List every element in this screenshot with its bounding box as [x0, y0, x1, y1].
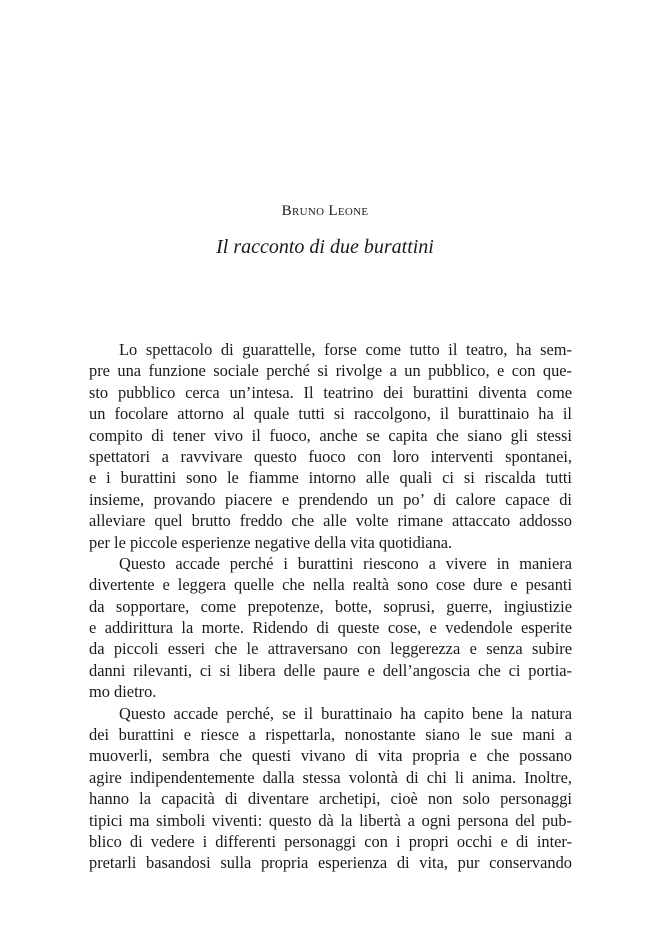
text-line: per le piccole esperienze negative della vita quotidiana. [89, 532, 453, 552]
text-line: hanno la capacità di diventare archetipi, cioè non solo personaggi [89, 789, 572, 809]
text-line: dei burattini e riesce a rispettarla, nonostante siano le sue mani a [89, 725, 572, 745]
text-line: mo dietro. [89, 682, 157, 702]
text-line: divertente e leggera quelle che nella realtà sono cose dure e pesanti [89, 575, 572, 595]
text-line: danni rilevanti, ci si libera delle paure e dell’angoscia che ci portia- [89, 660, 572, 680]
text-line: spettatori a ravvivare questo fuoco con loro interventi spontanei, [89, 446, 572, 466]
text-line: muoverli, sembra che questi vivano di vita propria e che possano [89, 746, 572, 766]
text-line: pretarli basandosi sulla propria esperienza di vita, pur conservando [89, 853, 572, 873]
paragraph [89, 339, 572, 553]
text-line: sto pubblico cerca un’intesa. Il teatrino dei burattini diventa come [89, 382, 572, 402]
text-line: Questo accade perché, se il burattinaio ha capito bene la natura [119, 703, 572, 723]
text-line: agire indipendentemente dalla stessa volontà di chi li anima. Inoltre, [89, 767, 572, 787]
text-line: e addirittura la morte. Ridendo di queste cose, e vedendole esperite [89, 618, 572, 638]
text-line: compito di tener vivo il fuoco, anche se capita che siano gli stessi [89, 425, 572, 445]
text-line: un focolare attorno al quale tutti si raccolgono, il burattinaio ha il [89, 404, 572, 424]
paragraph [89, 553, 572, 703]
text-line: e i burattini sono le fiamme intorno alle quali ci si riscalda tutti [89, 468, 572, 488]
text-line: pre una funzione sociale perché si rivolge a un pubblico, e con que- [89, 361, 572, 381]
essay-title: Il racconto di due burattini [216, 236, 434, 258]
text-line: insieme, provando piacere e prendendo un po’ di calore capace di [89, 489, 572, 509]
author-name: Bruno Leone [281, 203, 369, 219]
body-text [89, 339, 572, 874]
text-line: da sopportare, come prepotenze, botte, soprusi, guerre, ingiustizie [89, 596, 572, 616]
text-line: alleviare quel brutto freddo che alle volte rimane attaccato addosso [89, 511, 572, 531]
text-line: tipici ma simboli viventi: questo dà la libertà a ogni persona del pub- [89, 810, 572, 830]
text-line: Lo spettacolo di guarattelle, forse come tutto il teatro, ha sem- [119, 340, 572, 359]
text-line: da piccoli esseri che le attraversano con leggerezza e senza subire [89, 639, 572, 659]
text-line: Questo accade perché i burattini riescono a vivere in maniera [119, 553, 572, 573]
text-line: blico di vedere i differenti personaggi con i propri occhi e di inter- [89, 831, 572, 851]
paragraph [89, 703, 572, 874]
